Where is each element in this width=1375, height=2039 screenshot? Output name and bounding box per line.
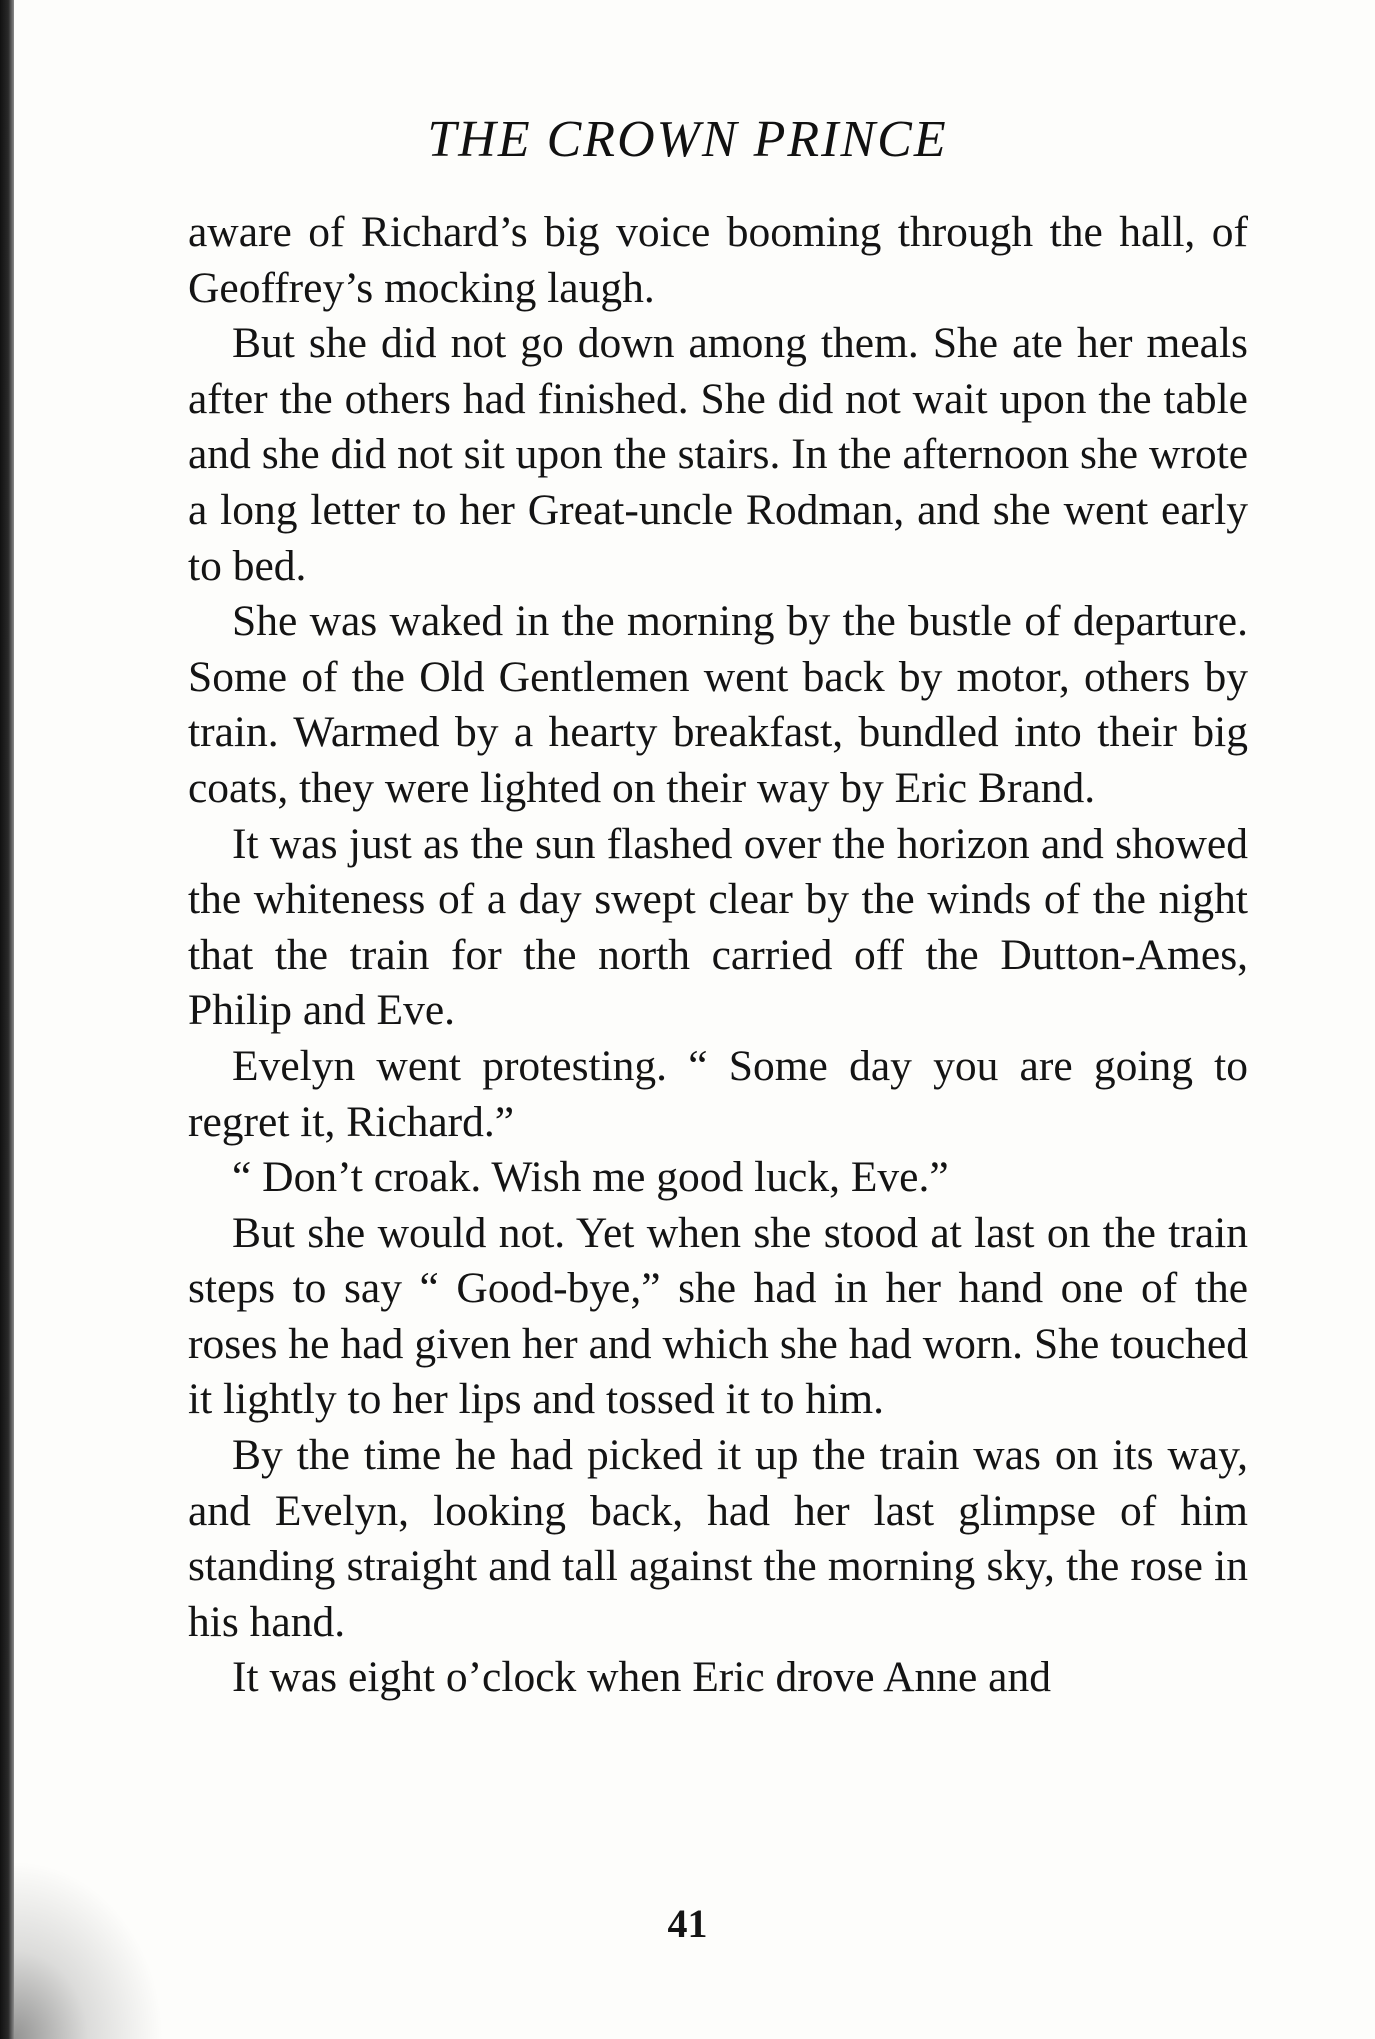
body-text: [188, 205, 1248, 1706]
paragraph: aware of Richard’s big voice booming through the hall, of Geoffrey’s mocking laugh.: [188, 208, 1248, 312]
paragraph: Evelyn went protesting. “ Some day you are going to regret it, Richard.”: [188, 1041, 1248, 1146]
running-title: THE CROWN PRINCE: [427, 111, 948, 168]
paragraph: She was waked in the morning by the bustle of departure. Some of the Old Gentlemen went back by motor, others by train. Warmed by a hearty breakfast, bundled into their big coats, they were lighted on their way by Eric Brand.: [188, 597, 1248, 812]
paragraph: But she would not. Yet when she stood at last on the train steps to say “ Good-bye,” she had in her hand one of the roses he had given her and which she had worn. She touched it lightly to her lips and tossed it to him.: [188, 1208, 1248, 1424]
paragraph: “ Don’t croak. Wish me good luck, Eve.”: [232, 1153, 949, 1202]
binding-edge: [0, 0, 14, 2039]
paragraph: By the time he had picked it up the train was on its way, and Evelyn, looking back, had her last glimpse of him standing straight and tall against the morning sky, the rose in his hand.: [188, 1431, 1248, 1646]
scan-smudge: [14, 1860, 164, 2039]
page-number: 41: [667, 1901, 708, 1946]
paragraph: But she did not go down among them. She ate her meals after the others had finished. She did not wait upon the table and she did not sit upon the stairs. In the afternoon she wrote a long letter to her Great-uncle Rodman, and she went early to bed.: [188, 319, 1248, 590]
paragraph: It was just as the sun flashed over the horizon and showed the whiteness of a day swept clear by the winds of the night that the train for the north carried off the Dutton-Ames, Philip and Eve.: [188, 819, 1248, 1035]
paragraph: It was eight o’clock when Eric drove Anne and: [232, 1653, 1051, 1702]
